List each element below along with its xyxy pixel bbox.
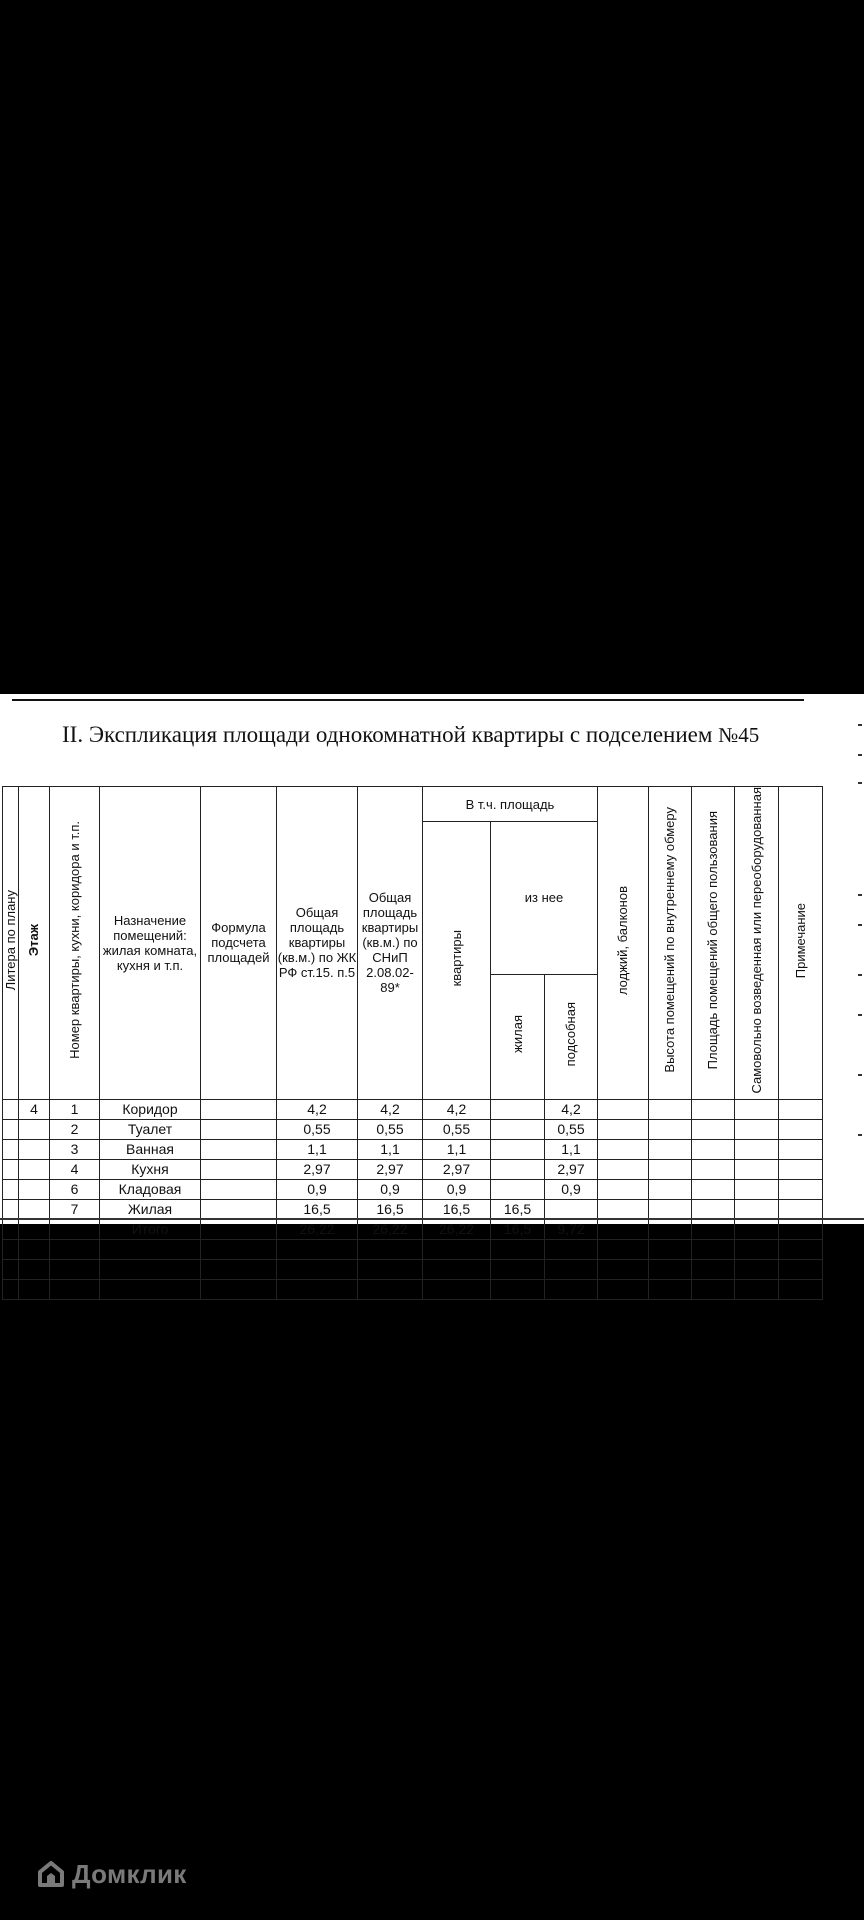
table-edge <box>823 787 837 1100</box>
cell-empty <box>545 1279 598 1299</box>
cell-empty <box>779 1219 823 1239</box>
cell-empty <box>3 1239 19 1259</box>
cell-empty <box>692 1239 735 1259</box>
cell-apartment: 0,9 <box>423 1179 491 1199</box>
cell-total-zk: 4,2 <box>277 1099 358 1119</box>
cell-empty <box>779 1099 823 1119</box>
cell-total-zk: 0,55 <box>277 1119 358 1139</box>
cell-living <box>491 1179 545 1199</box>
cell-empty <box>491 1239 545 1259</box>
cell-apartment: 16,5 <box>423 1199 491 1219</box>
cell-name: Кухня <box>100 1159 201 1179</box>
col-header-room-number: Номер квартиры, кухни, коридора и т.п. <box>50 787 100 1100</box>
cell-name: Коридор <box>100 1099 201 1119</box>
cell-empty <box>649 1219 692 1239</box>
cell-empty <box>100 1279 201 1299</box>
cell-empty <box>491 1259 545 1279</box>
cell-empty <box>3 1099 19 1119</box>
cell-empty <box>649 1279 692 1299</box>
cell-apartment: 0,55 <box>423 1119 491 1139</box>
col-header-height: Высота помещений по внутреннему обмеру <box>649 787 692 1100</box>
cell-empty <box>649 1179 692 1199</box>
cell-name: Туалет <box>100 1119 201 1139</box>
cell-empty <box>692 1199 735 1219</box>
cell-empty <box>598 1199 649 1219</box>
cell-empty <box>735 1179 779 1199</box>
document-title <box>62 722 759 748</box>
domclick-watermark <box>38 1857 187 1891</box>
col-header-purpose: Назначение помещений: жилая комната, кухня и т.п. <box>100 787 201 1100</box>
col-header-loggias: лоджий, балконов <box>598 787 649 1100</box>
cell-empty <box>423 1279 491 1299</box>
cell-empty <box>545 1239 598 1259</box>
cell-empty <box>649 1099 692 1119</box>
col-header-including: В т.ч. площадь <box>423 787 598 822</box>
cell-empty <box>277 1239 358 1259</box>
cell-empty <box>50 1239 100 1259</box>
title-text: II. Экспликация площади однокомнатной квартиры с подселением <box>62 722 719 747</box>
cell-empty <box>649 1259 692 1279</box>
cell-empty <box>598 1179 649 1199</box>
cell-empty <box>358 1239 423 1259</box>
cell-empty <box>491 1279 545 1299</box>
cell-empty <box>201 1259 277 1279</box>
cell-empty <box>649 1199 692 1219</box>
cell-empty <box>779 1279 823 1299</box>
col-header-formula: Формула подсчета площадей <box>201 787 277 1100</box>
table-edge <box>823 1219 837 1239</box>
table-edge <box>823 1139 837 1159</box>
table-edge <box>823 1119 837 1139</box>
cell-empty <box>735 1239 779 1259</box>
cell-formula <box>201 1159 277 1179</box>
cell-empty <box>19 1239 50 1259</box>
cell-auxiliary <box>545 1199 598 1219</box>
cell-empty <box>423 1239 491 1259</box>
cell-auxiliary: 0,9 <box>545 1179 598 1199</box>
cell-empty <box>779 1139 823 1159</box>
cell-empty <box>649 1119 692 1139</box>
table-edge <box>823 1179 837 1199</box>
cell-name: Жилая <box>100 1199 201 1219</box>
cell-total-snip: 4,2 <box>358 1099 423 1119</box>
cell-total-snip: 1,1 <box>358 1139 423 1159</box>
cell-empty <box>3 1279 19 1299</box>
cell-empty <box>50 1279 100 1299</box>
cell-living <box>491 1099 545 1119</box>
cell-empty <box>201 1239 277 1259</box>
cell-empty <box>779 1239 823 1259</box>
cell-empty <box>692 1259 735 1279</box>
cell-num: 3 <box>50 1139 100 1159</box>
cell-total-snip: 0,55 <box>358 1119 423 1139</box>
table-row-empty <box>3 1239 837 1259</box>
cell-total-snip: 26,22 <box>358 1219 423 1239</box>
cell-empty <box>3 1219 19 1239</box>
cell-floor <box>19 1159 50 1179</box>
cell-empty <box>649 1139 692 1159</box>
col-header-unauthorized: Самовольно возведенная или переоборудованная <box>735 787 779 1100</box>
cell-empty <box>735 1159 779 1179</box>
cell-empty <box>735 1099 779 1119</box>
cell-empty <box>423 1259 491 1279</box>
cell-num: 1 <box>50 1099 100 1119</box>
cell-num <box>50 1219 100 1239</box>
table-edge <box>823 1199 837 1219</box>
table-row <box>3 1119 837 1139</box>
col-header-literal: Литера по плану <box>3 787 19 1100</box>
cell-auxiliary: 4,2 <box>545 1099 598 1119</box>
table-row <box>3 1159 837 1179</box>
document-bottom-edge <box>0 1218 864 1220</box>
cell-formula <box>201 1219 277 1239</box>
cell-empty <box>735 1139 779 1159</box>
cell-empty <box>692 1099 735 1119</box>
cell-total-zk: 2,97 <box>277 1159 358 1179</box>
cell-apartment: 26,22 <box>423 1219 491 1239</box>
col-header-of-which: из нее <box>491 822 598 975</box>
col-header-living: жилая <box>491 974 545 1099</box>
cell-num: 7 <box>50 1199 100 1219</box>
table-edge <box>823 1159 837 1179</box>
cell-floor <box>19 1199 50 1219</box>
cell-empty <box>598 1099 649 1119</box>
col-header-auxiliary: подсобная <box>545 974 598 1099</box>
cell-empty <box>779 1119 823 1139</box>
cell-empty <box>201 1279 277 1299</box>
cell-floor <box>19 1179 50 1199</box>
cell-empty <box>3 1119 19 1139</box>
col-header-floor: Этаж <box>19 787 50 1100</box>
header-row-1 <box>3 787 837 822</box>
table-row-empty <box>3 1259 837 1279</box>
table-edge <box>823 1239 837 1259</box>
cell-empty <box>3 1199 19 1219</box>
cell-empty <box>692 1219 735 1239</box>
table-row <box>3 1199 837 1219</box>
cell-empty <box>50 1259 100 1279</box>
cell-formula <box>201 1139 277 1159</box>
cell-total-snip: 0,9 <box>358 1179 423 1199</box>
apartment-number: №45 <box>718 723 760 747</box>
cell-apartment: 1,1 <box>423 1139 491 1159</box>
cell-empty <box>598 1259 649 1279</box>
table-row-empty <box>3 1279 837 1299</box>
cell-auxiliary: 0,55 <box>545 1119 598 1139</box>
cell-total-zk: 0,9 <box>277 1179 358 1199</box>
cell-empty <box>3 1159 19 1179</box>
cell-empty <box>779 1159 823 1179</box>
cell-empty <box>692 1179 735 1199</box>
cell-empty <box>598 1279 649 1299</box>
cell-empty <box>598 1119 649 1139</box>
table-row <box>3 1219 837 1239</box>
cell-num: 2 <box>50 1119 100 1139</box>
cell-apartment: 4,2 <box>423 1099 491 1119</box>
document-scan <box>0 694 864 1237</box>
cell-empty <box>735 1199 779 1219</box>
cell-auxiliary: 2,97 <box>545 1159 598 1179</box>
cell-living: 16,5 <box>491 1199 545 1219</box>
table-row <box>3 1099 837 1119</box>
cell-empty <box>779 1199 823 1219</box>
table-edge <box>823 1099 837 1119</box>
cell-empty <box>779 1179 823 1199</box>
cell-empty <box>692 1119 735 1139</box>
col-header-apartment: квартиры <box>423 822 491 1100</box>
cell-empty <box>779 1259 823 1279</box>
explication-table <box>2 786 837 1300</box>
cell-empty <box>545 1259 598 1279</box>
table-edge <box>823 1279 837 1299</box>
cell-name: Ванная <box>100 1139 201 1159</box>
cell-floor: 4 <box>19 1099 50 1119</box>
cell-empty <box>735 1219 779 1239</box>
cell-num: 4 <box>50 1159 100 1179</box>
cell-floor <box>19 1139 50 1159</box>
cell-floor <box>19 1219 50 1239</box>
cell-empty <box>19 1259 50 1279</box>
cell-living <box>491 1119 545 1139</box>
col-header-common: Площадь помещений общего пользования <box>692 787 735 1100</box>
cell-empty <box>598 1239 649 1259</box>
cell-empty <box>3 1259 19 1279</box>
cell-empty <box>3 1139 19 1159</box>
cell-total-zk: 26,22 <box>277 1219 358 1239</box>
cell-empty <box>277 1279 358 1299</box>
cell-name: Итого <box>100 1219 201 1239</box>
col-header-note: Примечание <box>779 787 823 1100</box>
cell-empty <box>358 1279 423 1299</box>
table-row <box>3 1139 837 1159</box>
cell-empty <box>598 1219 649 1239</box>
cell-formula <box>201 1099 277 1119</box>
cell-empty <box>100 1239 201 1259</box>
cell-empty <box>598 1159 649 1179</box>
cell-formula <box>201 1119 277 1139</box>
cell-auxiliary: 9,72 <box>545 1219 598 1239</box>
cell-empty <box>735 1279 779 1299</box>
cell-empty <box>649 1239 692 1259</box>
cell-empty <box>598 1139 649 1159</box>
cell-formula <box>201 1199 277 1219</box>
cell-empty <box>692 1279 735 1299</box>
col-header-total-zk: Общая площадь квартиры (кв.м.) по ЖК РФ ст.15. п.5 <box>277 787 358 1100</box>
cell-num: 6 <box>50 1179 100 1199</box>
cell-apartment: 2,97 <box>423 1159 491 1179</box>
cell-empty <box>649 1159 692 1179</box>
cell-empty <box>3 1179 19 1199</box>
cell-empty <box>100 1259 201 1279</box>
table-row <box>3 1179 837 1199</box>
cell-total-zk: 1,1 <box>277 1139 358 1159</box>
watermark-text: Домклик <box>72 1858 187 1889</box>
cell-empty <box>735 1259 779 1279</box>
side-edge-marks <box>856 714 864 1214</box>
cell-empty <box>277 1259 358 1279</box>
house-logo-icon <box>38 1861 64 1887</box>
cell-name: Кладовая <box>100 1179 201 1199</box>
cell-living <box>491 1139 545 1159</box>
cell-auxiliary: 1,1 <box>545 1139 598 1159</box>
cell-floor <box>19 1119 50 1139</box>
cell-living: 16,5 <box>491 1219 545 1239</box>
cell-empty <box>19 1279 50 1299</box>
table-edge <box>823 1259 837 1279</box>
cell-living <box>491 1159 545 1179</box>
cell-total-snip: 2,97 <box>358 1159 423 1179</box>
cell-formula <box>201 1179 277 1199</box>
cell-total-snip: 16,5 <box>358 1199 423 1219</box>
cell-empty <box>692 1139 735 1159</box>
cell-empty <box>735 1119 779 1139</box>
cell-empty <box>358 1259 423 1279</box>
top-rule <box>12 699 804 701</box>
col-header-total-snip: Общая площадь квартиры (кв.м.) по СНиП 2.08.02-89* <box>358 787 423 1100</box>
cell-empty <box>692 1159 735 1179</box>
cell-total-zk: 16,5 <box>277 1199 358 1219</box>
